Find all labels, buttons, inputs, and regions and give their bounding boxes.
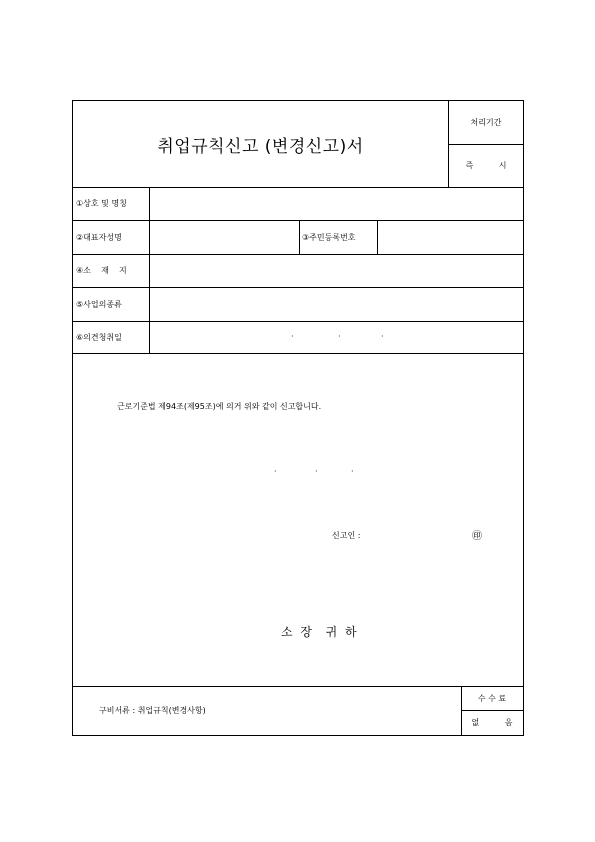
date-separator: · bbox=[291, 332, 294, 341]
report-form bbox=[72, 100, 524, 736]
opinion-date-label: ⑥의견청취일 bbox=[76, 332, 122, 342]
required-documents-text: 구비서류 : 취업규칙(변경사항) bbox=[99, 706, 206, 715]
processing-period-value: 즉 시 bbox=[465, 161, 507, 170]
business-type-field[interactable] bbox=[150, 288, 522, 320]
date-separator: · bbox=[338, 332, 341, 341]
business-type-label: ⑤사업의종류 bbox=[76, 299, 122, 309]
fee-label: 수 수 료 bbox=[477, 693, 507, 703]
fee-value: 없 음 bbox=[471, 718, 513, 727]
divider bbox=[73, 353, 523, 354]
declaration-text: 근로기준법 제94조(제95조)에 의거 위와 같이 신고합니다. bbox=[117, 402, 322, 411]
reporter-signature-field[interactable] bbox=[383, 525, 473, 543]
address-field[interactable] bbox=[150, 255, 522, 286]
representative-name-field[interactable] bbox=[150, 221, 298, 253]
representative-name-label: ②대표자성명 bbox=[76, 232, 122, 242]
company-name-label: ①상호 및 명칭 bbox=[76, 199, 127, 208]
resident-number-label: ③주민등록번호 bbox=[302, 232, 356, 242]
opinion-date-field[interactable] bbox=[150, 322, 522, 352]
company-name-field[interactable] bbox=[150, 188, 522, 219]
reporter-label: 신고인 : bbox=[332, 531, 361, 540]
seal-mark: ㊞ bbox=[472, 531, 482, 542]
date-separator: · bbox=[315, 467, 318, 476]
form-title: 취업규칙신고 (변경신고)서 bbox=[157, 136, 364, 157]
resident-number-field[interactable] bbox=[378, 221, 522, 253]
processing-period-label: 처리기간 bbox=[470, 118, 502, 127]
recipient-text: 소 장 귀 하 bbox=[281, 625, 359, 639]
divider bbox=[73, 686, 523, 687]
date-separator: · bbox=[381, 332, 384, 341]
address-label: ④소 재 지 bbox=[76, 266, 127, 275]
divider bbox=[299, 220, 300, 254]
date-separator: · bbox=[351, 467, 354, 476]
date-separator: · bbox=[274, 467, 277, 476]
